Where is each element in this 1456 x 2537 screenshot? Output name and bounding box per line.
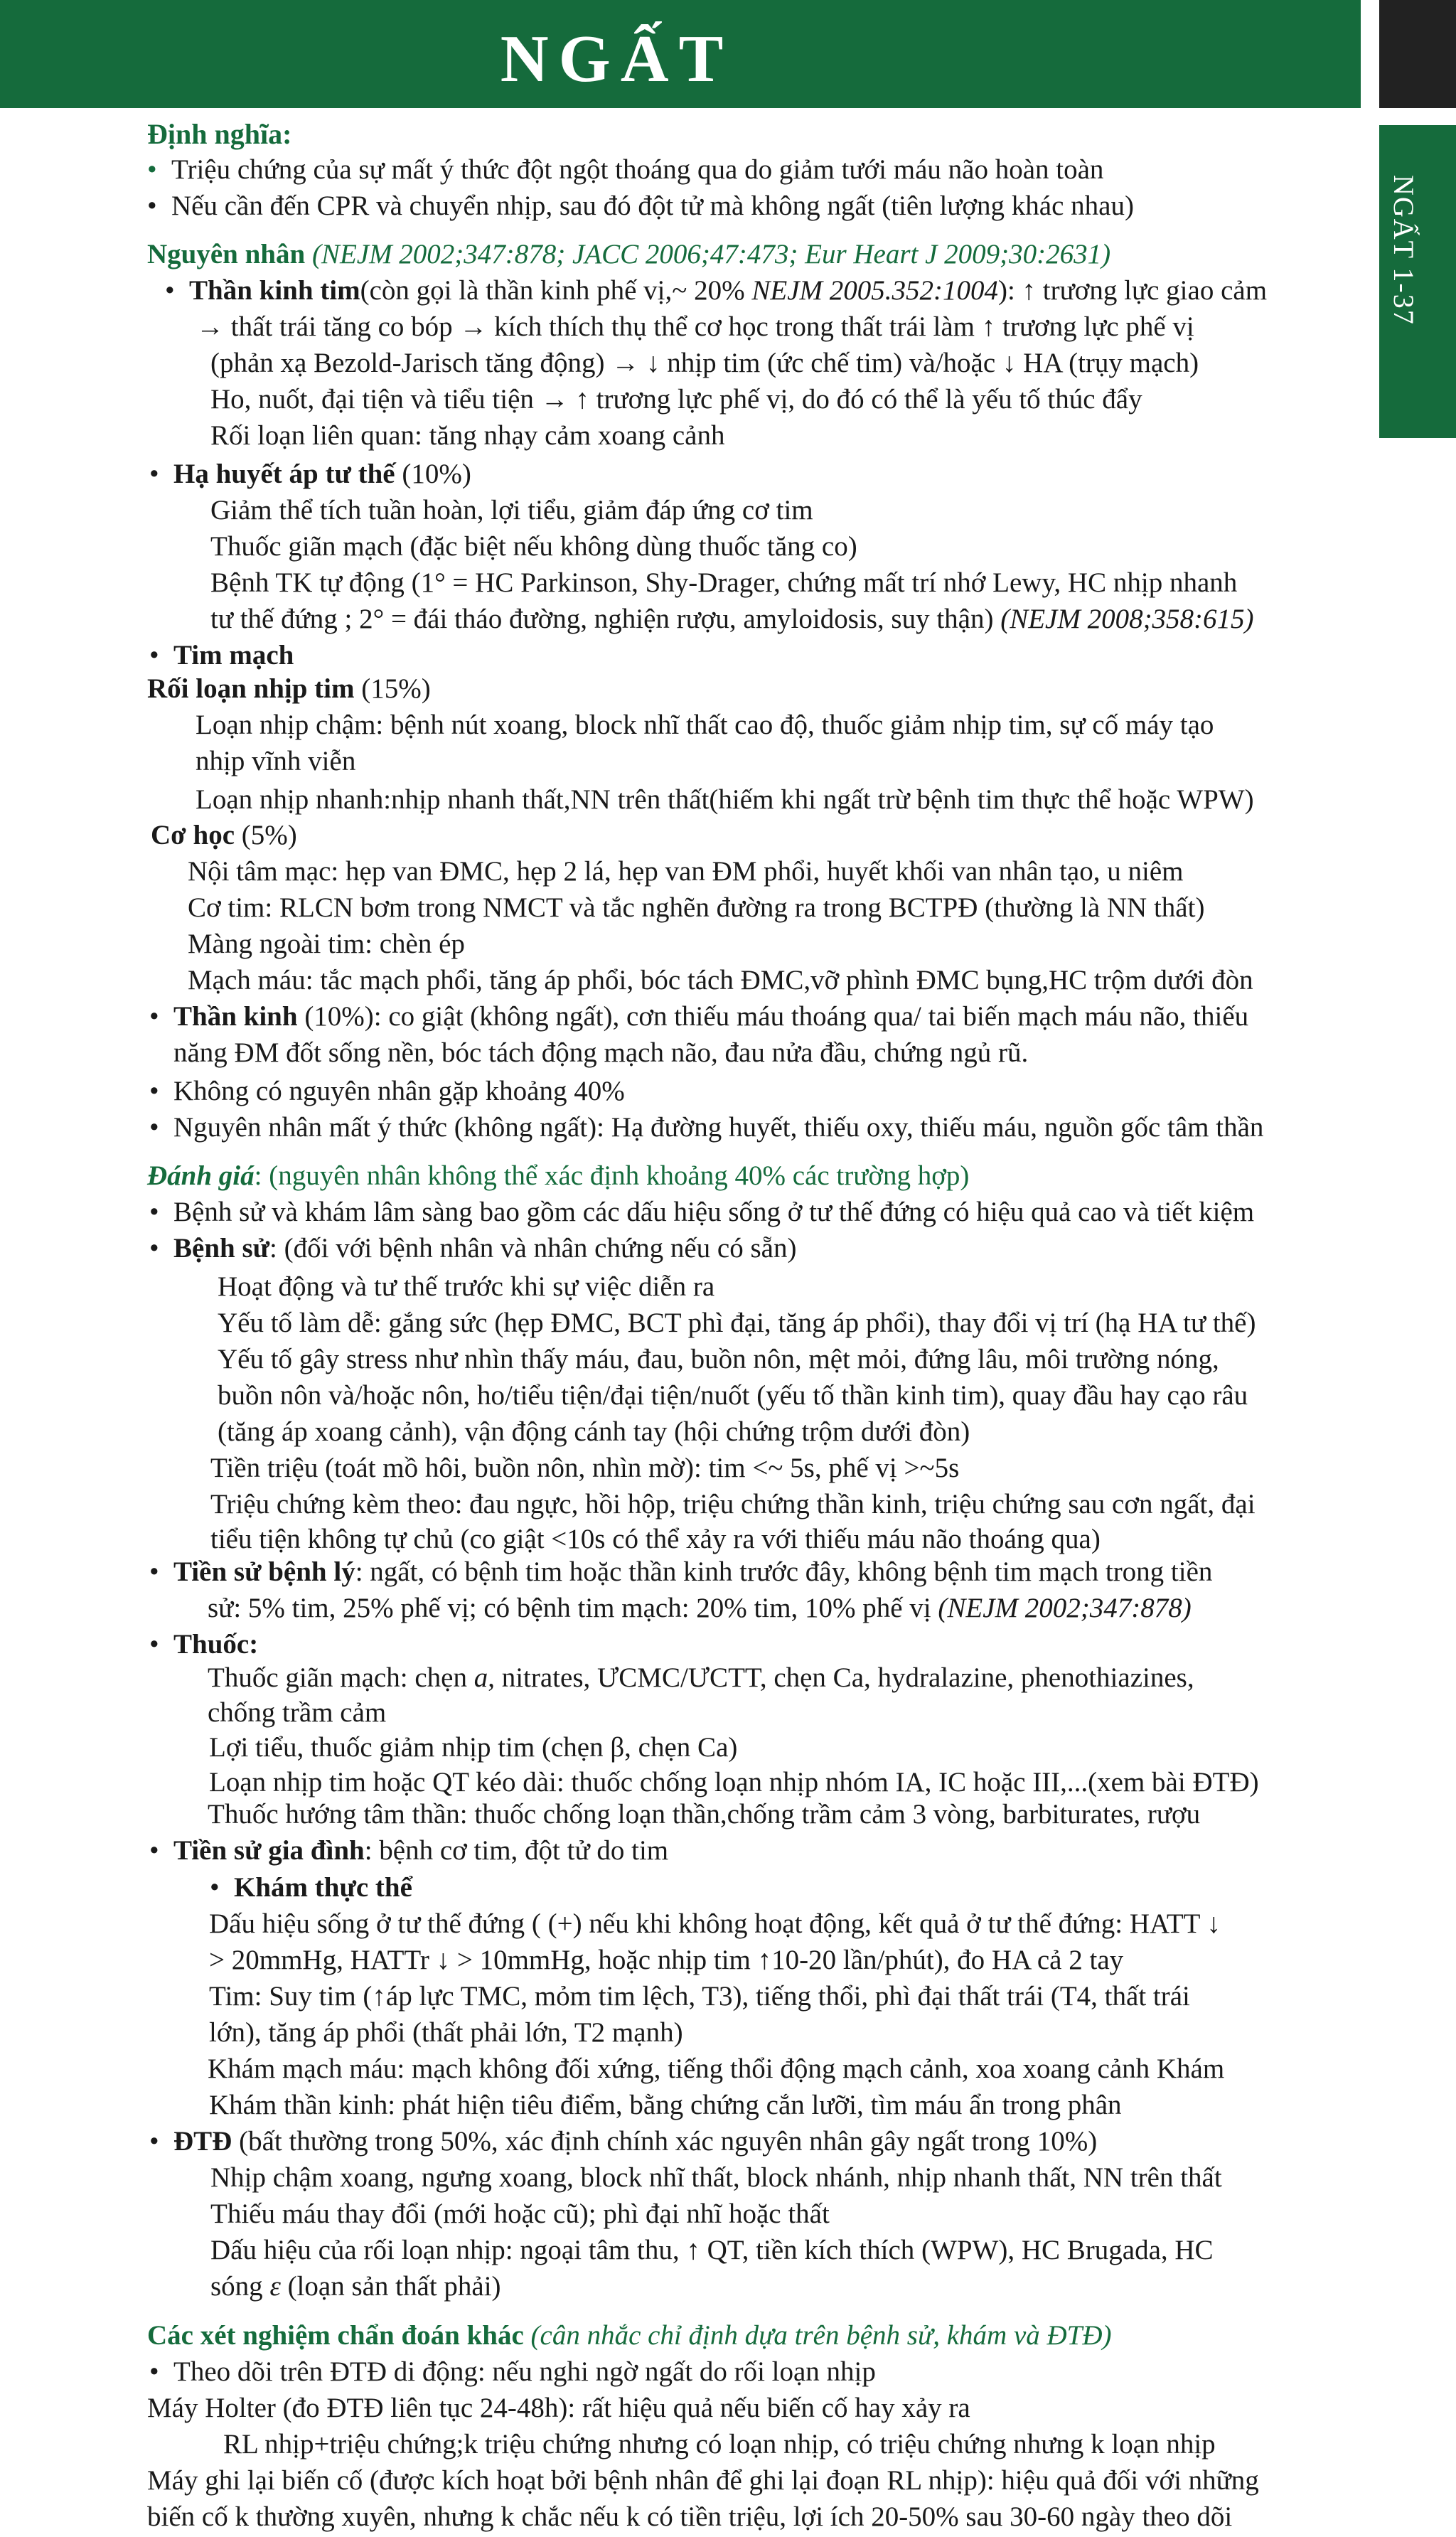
text-line xyxy=(147,671,431,707)
text-segment: Các xét nghiệm chẩn đoán khác xyxy=(147,2320,531,2351)
text-segment: Loạn nhịp chậm: bệnh nút xoang, block nhĩ thất cao độ, thuốc giảm nhịp tim, sự cố máy tạo xyxy=(196,710,1214,740)
text-segment: NEJM 2005.352:1004 xyxy=(751,275,998,306)
text-segment: Máy Holter (đo ĐTĐ liên tục 24-48h): rất hiệu quả nếu biến cố hay xảy ra xyxy=(147,2393,970,2423)
text-segment: → thất trái tăng co bóp → kích thích thụ thể cơ học trong thất trái làm ↑ trương lực phế vị xyxy=(196,311,1194,342)
text-segment: Rối loạn liên quan: tăng nhạy cảm xoang cảnh xyxy=(210,420,725,451)
text-segment: Nội tâm mạc: hẹp van ĐMC, hẹp 2 lá, hẹp van ĐM phổi, huyết khối van nhân tạo, u niêm xyxy=(188,856,1184,887)
text-line xyxy=(149,1833,668,1869)
text-line xyxy=(149,456,471,492)
text-segment: Đánh giá xyxy=(147,1160,255,1191)
text-line xyxy=(149,2124,1097,2159)
text-segment: năng ĐM đốt sống nền, bóc tách động mạch não, đau nửa đầu, chứng ngủ rũ. xyxy=(173,1037,1029,1068)
text-segment: Thuốc hướng tâm thần: thuốc chống loạn thần,chống trầm cảm 3 vòng, barbiturates, rượu xyxy=(208,1799,1201,1830)
text-segment: sử: 5% tim, 25% phế vị; có bệnh tim mạch: 20% tim, 10% phế vị xyxy=(208,1593,938,1623)
text-line xyxy=(147,2499,1232,2535)
text-line xyxy=(147,117,291,152)
text-line xyxy=(208,1660,1194,1696)
text-segment: : ngất, có bệnh tim hoặc thần kinh trước đây, không bệnh tim mạch trong tiền xyxy=(355,1556,1213,1587)
text-line xyxy=(210,2233,1214,2268)
text-line xyxy=(210,529,857,565)
text-segment: biến cố k thường xuyên, nhưng k chắc nếu k có tiền triệu, lợi ích 20-50% sau 30-60 ngày theo dõi xyxy=(147,2501,1233,2532)
text-line xyxy=(210,1522,1101,1557)
text-segment: tư thế đứng ; 2° = đái tháo đường, nghiện rượu, amyloidosis, suy thận) xyxy=(210,604,1001,634)
text-segment: : bệnh cơ tim, đột tử do tim xyxy=(364,1835,669,1866)
text-line xyxy=(208,1591,1192,1626)
page-title: NGẤT xyxy=(500,22,734,96)
text-segment: Mạch máu: tắc mạch phổi, tăng áp phổi, bóc tách ĐMC,vỡ phình ĐMC bụng,HC trộm dưới đòn xyxy=(188,965,1253,995)
text-line xyxy=(149,2354,876,2390)
text-segment: Máy ghi lại biến cố (được kích hoạt bởi bệnh nhân để ghi lại đoạn RL nhịp): hiệu quả đối với những xyxy=(147,2465,1259,2496)
text-line xyxy=(147,2318,1112,2354)
text-line xyxy=(165,273,1267,309)
text-line xyxy=(210,1870,412,1906)
text-segment: Nếu cần đến CPR và chuyển nhịp, sau đó đột tử mà không ngất (tiên lượng khác nhau) xyxy=(171,191,1134,221)
text-line xyxy=(149,1074,625,1109)
bullet-icon: • xyxy=(149,1112,159,1143)
text-line xyxy=(210,382,1142,417)
text-line xyxy=(147,188,1134,224)
text-line xyxy=(188,926,465,962)
text-segment: Thần kinh xyxy=(173,1001,305,1032)
text-line xyxy=(218,1269,714,1305)
text-line xyxy=(210,493,813,528)
text-line xyxy=(196,707,1214,743)
text-segment: Không có nguyên nhân gặp khoảng 40% xyxy=(173,1076,625,1106)
text-segment: ): ↑ trương lực giao cảm xyxy=(997,275,1268,306)
text-segment: (loạn sản thất phải) xyxy=(280,2271,501,2302)
bullet-icon: • xyxy=(149,1835,159,1866)
text-line xyxy=(149,999,1248,1035)
text-line xyxy=(149,1110,1263,1145)
bullet-icon: • xyxy=(149,1076,159,1106)
text-segment: RL nhịp+triệu chứng;k triệu chứng nhưng có loạn nhịp, có triệu chứng nhưng k loạn nhịp xyxy=(223,2429,1216,2459)
text-segment: Nguyên nhân mất ý thức (không ngất): Hạ đường huyết, thiếu oxy, thiếu máu, nguồn gốc tâm thần xyxy=(173,1112,1264,1143)
text-line xyxy=(188,890,1204,926)
text-line xyxy=(210,2196,830,2232)
text-segment: ĐTĐ xyxy=(173,2126,240,2157)
text-line xyxy=(209,1979,1190,2014)
chapter-side-tab-label: NGẤT 1-37 xyxy=(1388,175,1420,326)
text-segment: Dấu hiệu của rối loạn nhịp: ngoại tâm thu, ↑ QT, tiền kích thích (WPW), HC Brugada, HC xyxy=(210,2235,1214,2265)
text-segment: Thuốc giãn mạch: chẹn xyxy=(208,1662,474,1693)
text-line xyxy=(209,1730,737,1766)
text-segment: Bệnh sử xyxy=(173,1233,270,1264)
text-line xyxy=(210,602,1254,637)
text-segment: Thần kinh tim xyxy=(189,275,360,306)
text-segment: Loạn nhịp tim hoặc QT kéo dài: thuốc chống loạn nhịp nhóm IA, IC hoặc III,...(xem bài ĐTĐ) xyxy=(209,1767,1259,1798)
text-segment: (NEJM 2002;347:878; JACC 2006;47:473; Eur Heart J 2009;30:2631) xyxy=(311,239,1111,269)
text-segment: Thuốc giãn mạch (đặc biệt nếu không dùng thuốc tăng co) xyxy=(210,531,857,562)
text-segment: Yếu tố gây stress như nhìn thấy máu, đau, buồn nôn, mệt mỏi, đứng lâu, môi trường nóng, xyxy=(218,1344,1219,1374)
text-line xyxy=(210,1487,1256,1522)
bullet-icon: • xyxy=(147,191,157,221)
text-segment: Loạn nhịp nhanh:nhịp nhanh thất,NN trên thất(hiếm khi ngất trừ bệnh tim thực thể hoặc WPW) xyxy=(196,784,1254,815)
text-line xyxy=(196,309,1194,345)
bullet-icon: • xyxy=(149,1233,159,1264)
text-segment: Bệnh TK tự động (1° = HC Parkinson, Shy-Drager, chứng mất trí nhớ Lewy, HC nhịp nhanh xyxy=(210,567,1238,598)
text-segment: Giảm thể tích tuần hoàn, lợi tiểu, giảm đáp ứng cơ tim xyxy=(210,495,813,525)
text-line xyxy=(209,1943,1123,1978)
text-line xyxy=(196,744,355,779)
text-segment: lớn), tăng áp phổi (thất phải lớn, T2 mạnh) xyxy=(209,2017,683,2048)
text-line xyxy=(149,1554,1212,1590)
text-line xyxy=(210,565,1237,601)
text-segment: (tăng áp xoang cảnh), vận động cánh tay (hội chứng trộm dưới đòn) xyxy=(218,1416,970,1447)
text-segment: (bất thường trong 50%, xác định chính xác nguyên nhân gây ngất trong 10%) xyxy=(239,2126,1098,2157)
text-segment: Tiền triệu (toát mồ hôi, buồn nôn, nhìn mờ): tim <~ 5s, phế vị >~5s xyxy=(210,1453,960,1483)
text-line xyxy=(209,1765,1259,1800)
text-segment: Định nghĩa: xyxy=(147,118,292,150)
text-line xyxy=(209,1906,1221,1942)
text-segment: Theo dõi trên ĐTĐ di động: nếu nghi ngờ ngất do rối loạn nhịp xyxy=(173,2356,876,2387)
text-line xyxy=(147,237,1110,272)
text-line xyxy=(147,152,1103,188)
text-segment: a xyxy=(473,1662,488,1693)
text-segment: Tim mạch xyxy=(173,640,294,671)
text-segment: Tiền sử bệnh lý xyxy=(173,1556,355,1587)
text-line xyxy=(147,2391,970,2426)
text-segment: nhịp vĩnh viễn xyxy=(196,746,356,776)
text-line xyxy=(149,1231,796,1266)
bullet-icon: • xyxy=(149,1629,159,1660)
bullet-icon: • xyxy=(149,2356,159,2387)
text-segment: , nitrates, ƯCMC/ƯCTT, chẹn Ca, hydralazine, phenothiazines, xyxy=(488,1662,1194,1693)
text-line xyxy=(208,1695,386,1731)
text-segment: Thuốc: xyxy=(173,1629,259,1660)
bullet-icon: • xyxy=(210,1872,220,1903)
text-segment: Hoạt động và tư thế trước khi sự việc diễn ra xyxy=(218,1271,715,1302)
text-segment: (10%): co giật (không ngất), cơn thiếu máu thoáng qua/ tai biến mạch máu não, thiếu xyxy=(304,1001,1249,1032)
bullet-icon: • xyxy=(165,275,175,306)
text-line xyxy=(223,2427,1216,2462)
text-segment: Rối loạn nhịp tim xyxy=(147,673,362,704)
text-segment: Hạ huyết áp tư thế xyxy=(173,459,402,489)
chapter-side-tab xyxy=(1379,125,1456,438)
text-line xyxy=(149,1627,258,1662)
text-segment: Thiếu máu thay đổi (mới hoặc cũ); phì đại nhĩ hoặc thất xyxy=(210,2199,830,2229)
text-segment: Nhịp chậm xoang, ngưng xoang, block nhĩ thất, block nhánh, nhịp nhanh thất, NN trên thất xyxy=(210,2162,1222,2193)
text-segment: Tiền sử gia đình xyxy=(173,1835,365,1866)
text-segment: Bệnh sử và khám lâm sàng bao gồm các dấu hiệu sống ở tư thế đứng có hiệu quả cao và tiết kiệm xyxy=(173,1197,1255,1227)
bullet-icon: • xyxy=(149,2126,159,2157)
text-line xyxy=(149,1195,1254,1230)
text-segment: (15%) xyxy=(361,673,431,704)
text-segment: Cơ tim: RLCN bơm trong NMCT và tắc nghẽn đường ra trong BCTPĐ (thường là NN thất) xyxy=(188,892,1205,923)
text-line xyxy=(149,638,294,673)
text-segment: Triệu chứng của sự mất ý thức đột ngột thoáng qua do giảm tưới máu não hoàn toàn xyxy=(171,154,1104,185)
text-segment: Yếu tố làm dễ: gắng sức (hẹp ĐMC, BCT phì đại, tăng áp phổi), thay đổi vị trí (hạ HA tư thế) xyxy=(218,1308,1256,1338)
text-segment: (5%) xyxy=(241,820,297,850)
text-segment: Cơ học xyxy=(151,820,242,850)
text-segment: (còn gọi là thần kinh phế vị,~ 20% xyxy=(360,275,752,306)
text-segment: (NEJM 2002;347:878) xyxy=(938,1593,1192,1623)
text-line xyxy=(210,2269,501,2304)
bullet-icon: • xyxy=(149,459,159,489)
text-line xyxy=(173,1035,1028,1071)
text-line xyxy=(147,2463,1259,2499)
bullet-icon: • xyxy=(149,1556,159,1587)
text-line xyxy=(218,1342,1219,1377)
bullet-icon: • xyxy=(149,1197,159,1227)
text-line xyxy=(151,818,297,853)
text-line xyxy=(210,2160,1222,2196)
text-segment: Triệu chứng kèm theo: đau ngực, hồi hộp, triệu chứng thần kinh, triệu chứng sau cơn ngất, đại xyxy=(210,1489,1256,1519)
text-segment: buồn nôn và/hoặc nôn, ho/tiểu tiện/đại tiện/nuốt (yếu tố thần kinh tim), quay đầu hay cạo râu xyxy=(218,1380,1248,1411)
text-line xyxy=(210,418,724,454)
text-line xyxy=(209,2088,1122,2123)
text-line xyxy=(210,1451,959,1486)
text-segment: Tim: Suy tim (↑áp lực TMC, mỏm tim lệch, T3), tiếng thổi, phì đại thất trái (T4, thất trái xyxy=(209,1981,1190,2012)
text-line xyxy=(208,2051,1224,2087)
text-segment: : (nguyên nhân không thể xác định khoảng 40% các trường hợp) xyxy=(254,1160,970,1191)
text-segment: (phản xạ Bezold-Jarisch tăng động) → ↓ nhịp tim (ức chế tim) và/hoặc ↓ HA (trụy mạch) xyxy=(210,348,1199,378)
text-segment: tiểu tiện không tự chủ (co giật <10s có thể xảy ra với thiếu máu não thoáng qua) xyxy=(210,1524,1101,1554)
text-segment: : (đối với bệnh nhân và nhân chứng nếu có sẵn) xyxy=(269,1233,797,1264)
text-segment: Ho, nuốt, đại tiện và tiểu tiện → ↑ trương lực phế vị, do đó có thể là yếu tố thúc đẩy xyxy=(210,384,1142,415)
bullet-icon: • xyxy=(149,640,159,671)
text-line xyxy=(210,346,1199,381)
corner-block xyxy=(1379,0,1456,108)
text-line xyxy=(188,963,1253,998)
text-line xyxy=(147,1158,969,1194)
bullet-icon: • xyxy=(147,154,157,185)
text-segment: (cân nhắc chỉ định dựa trên bệnh sử, khám và ĐTĐ) xyxy=(530,2320,1112,2351)
text-segment: Khám mạch máu: mạch không đối xứng, tiếng thổi động mạch cảnh, xoa xoang cảnh Khám xyxy=(208,2053,1225,2084)
text-segment: Nguyên nhân xyxy=(147,239,312,269)
text-segment: ε xyxy=(269,2271,281,2302)
text-segment: Lợi tiểu, thuốc giảm nhịp tim (chẹn β, chẹn Ca) xyxy=(209,1732,738,1763)
text-segment: (10%) xyxy=(402,459,471,489)
text-segment: Dấu hiệu sống ở tư thế đứng ( (+) nếu khi không hoạt động, kết quả ở tư thế đứng: HATT ↓ xyxy=(209,1908,1221,1939)
text-line xyxy=(196,782,1254,818)
text-segment: Khám thần kinh: phát hiện tiêu điểm, bằng chứng cắn lưỡi, tìm máu ẩn trong phân xyxy=(209,2090,1122,2120)
text-segment: (NEJM 2008;358:615) xyxy=(1000,604,1254,634)
text-line xyxy=(218,1305,1256,1341)
text-line xyxy=(188,854,1183,890)
text-segment: sóng xyxy=(210,2271,270,2302)
text-line xyxy=(218,1378,1248,1414)
text-segment: Màng ngoài tim: chèn ép xyxy=(188,929,465,959)
bullet-icon: • xyxy=(149,1001,159,1032)
text-line xyxy=(208,1797,1200,1832)
text-segment: Khám thực thể xyxy=(234,1872,412,1903)
text-line xyxy=(209,2015,683,2051)
text-line xyxy=(218,1414,970,1450)
text-segment: > 20mmHg, HATTr ↓ > 10mmHg, hoặc nhịp tim ↑10-20 lần/phút), đo HA cả 2 tay xyxy=(209,1945,1124,1975)
text-segment: chống trầm cảm xyxy=(208,1697,387,1728)
